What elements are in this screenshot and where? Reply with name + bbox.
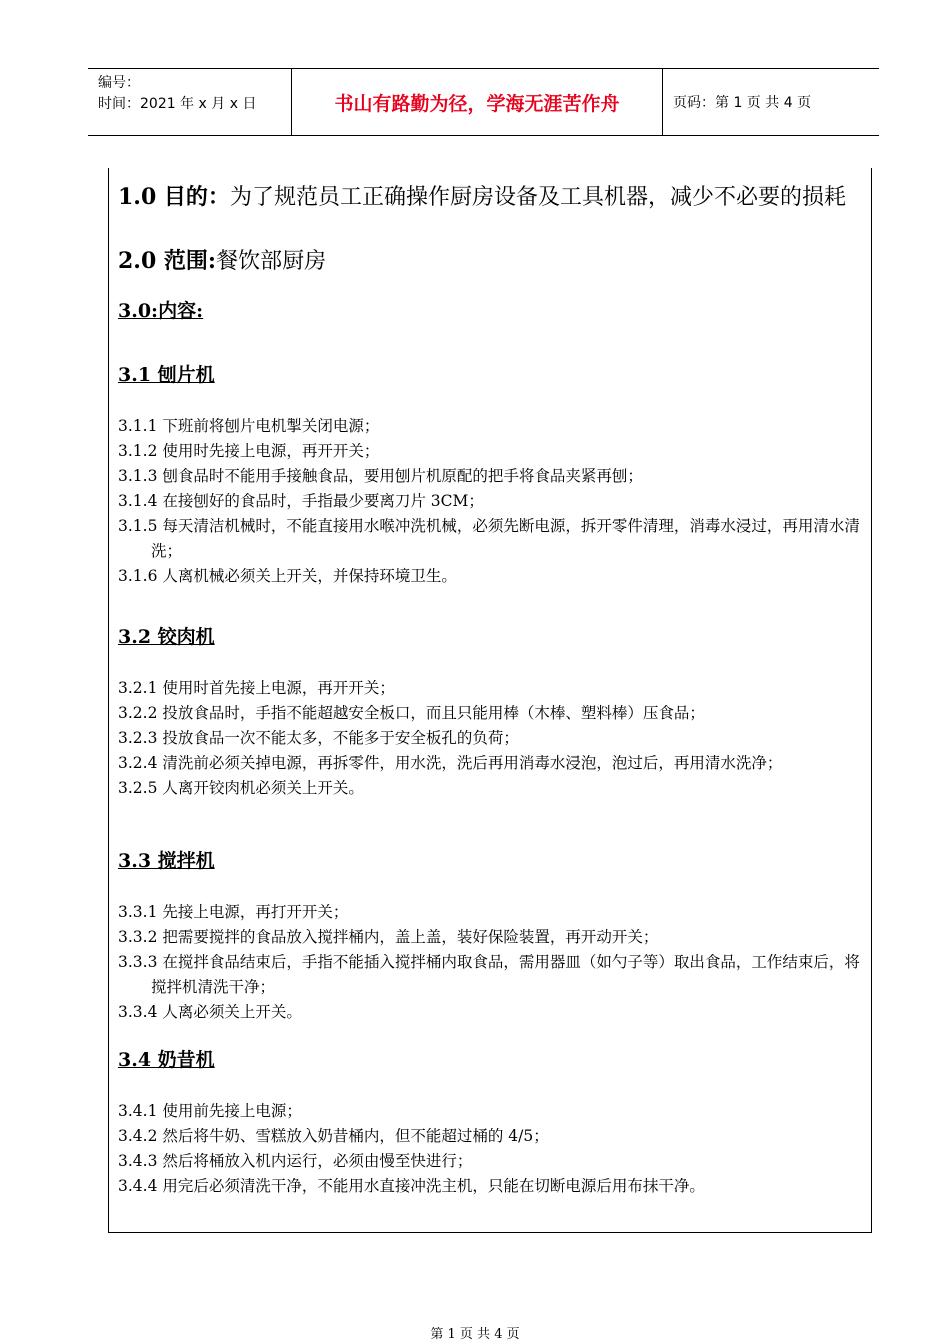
header-motto: 书山有路勤为径，学海无涯苦作舟 [291,69,663,135]
page-footer: 第 1 页 共 4 页 [430,1327,520,1342]
list-item: 3.2.5 人离开铰肉机必须关上开关。 [118,779,364,797]
header-page-info: 页码：第 1 页 共 4 页 [673,95,812,111]
scope-heading: 2.0 范围: [118,248,217,274]
mixer-rules [118,900,863,1025]
list-item: 3.1.3 刨食品时不能用手接触食品，要用刨片机原配的把手将食品夹紧再刨； [118,467,643,485]
list-item: 3.4.3 然后将桶放入机内运行，必须由慢至快进行； [118,1152,473,1170]
list-item: 3.2.4 清洗前必须关掉电源，再拆零件，用水洗，洗后再用消毒水浸泡，泡过后，再用清水洗净； [118,754,783,772]
header-meta [88,69,291,135]
list-item: 3.3.4 人离必须关上开关。 [118,1003,302,1021]
list-item: 3.2.1 使用时首先接上电源，再开开关； [118,679,395,697]
machine-title-slicer: 3.1 刨片机 [118,364,215,386]
machine-title-milkshake: 3.4 奶昔机 [118,1049,215,1071]
list-item: 3.2.3 投放食品一次不能太多，不能多于安全板孔的负荷； [118,729,519,747]
document-header [88,68,879,136]
list-item: 3.3.2 把需要搅拌的食品放入搅拌桶内，盖上盖，装好保险装置，再开动开关； [118,928,659,946]
slicer-rules [118,414,863,589]
serial-number-label: 编号： [98,75,140,91]
list-item: 3.4.4 用完后必须清洗干净，不能用水直接冲洗主机，只能在切断电源后用布抹干净。 [118,1177,705,1195]
machine-title-mincer: 3.2 铰肉机 [118,626,215,648]
list-item: 3.4.2 然后将牛奶、雪糕放入奶昔桶内，但不能超过桶的 4/5； [118,1127,549,1145]
scope-text: 餐饮部厨房 [216,249,327,274]
list-item: 3.1.2 使用时先接上电源，再开开关； [118,442,380,460]
list-item: 3.2.2 投放食品时，手指不能超越安全板口，而且只能用棒（木棒、塑料棒）压食品； [118,704,705,722]
machine-title-mixer: 3.3 搅拌机 [118,850,215,872]
mincer-rules [118,676,863,801]
list-item: 3.4.1 使用前先接上电源； [118,1102,302,1120]
list-item: 3.3.1 先接上电源，再打开开关； [118,903,349,921]
content-heading: 3.0:内容: [118,300,204,322]
list-item: 3.1.1 下班前将刨片电机掣关闭电源； [118,417,380,435]
purpose-text: 为了规范员工正确操作厨房设备及工具机器，减少不必要的损耗 [229,185,846,210]
date-label: 时间：2021 年 x 月 x 日 [98,96,257,112]
purpose-heading: 1.0 目的： [118,184,230,210]
content-frame [108,168,872,1233]
list-item: 3.1.4 在接刨好的食品时，手指最少要离刀片 3CM； [118,492,484,510]
purpose-section [118,180,846,211]
list-item: 3.3.3 在搅拌食品结束后，手指不能插入搅拌桶内取食品，需用器皿（如勺子等）取出食品，工作结束后，将搅拌机清洗干净； [118,953,860,996]
list-item: 3.1.5 每天清洁机械时，不能直接用水喉冲洗机械，必须先断电源，拆开零件清理，消毒水浸过，再用清水清洗； [118,517,860,560]
list-item: 3.1.6 人离机械必须关上开关，并保持环境卫生。 [118,567,457,585]
scope-section [118,244,326,275]
milkshake-rules [118,1099,863,1199]
